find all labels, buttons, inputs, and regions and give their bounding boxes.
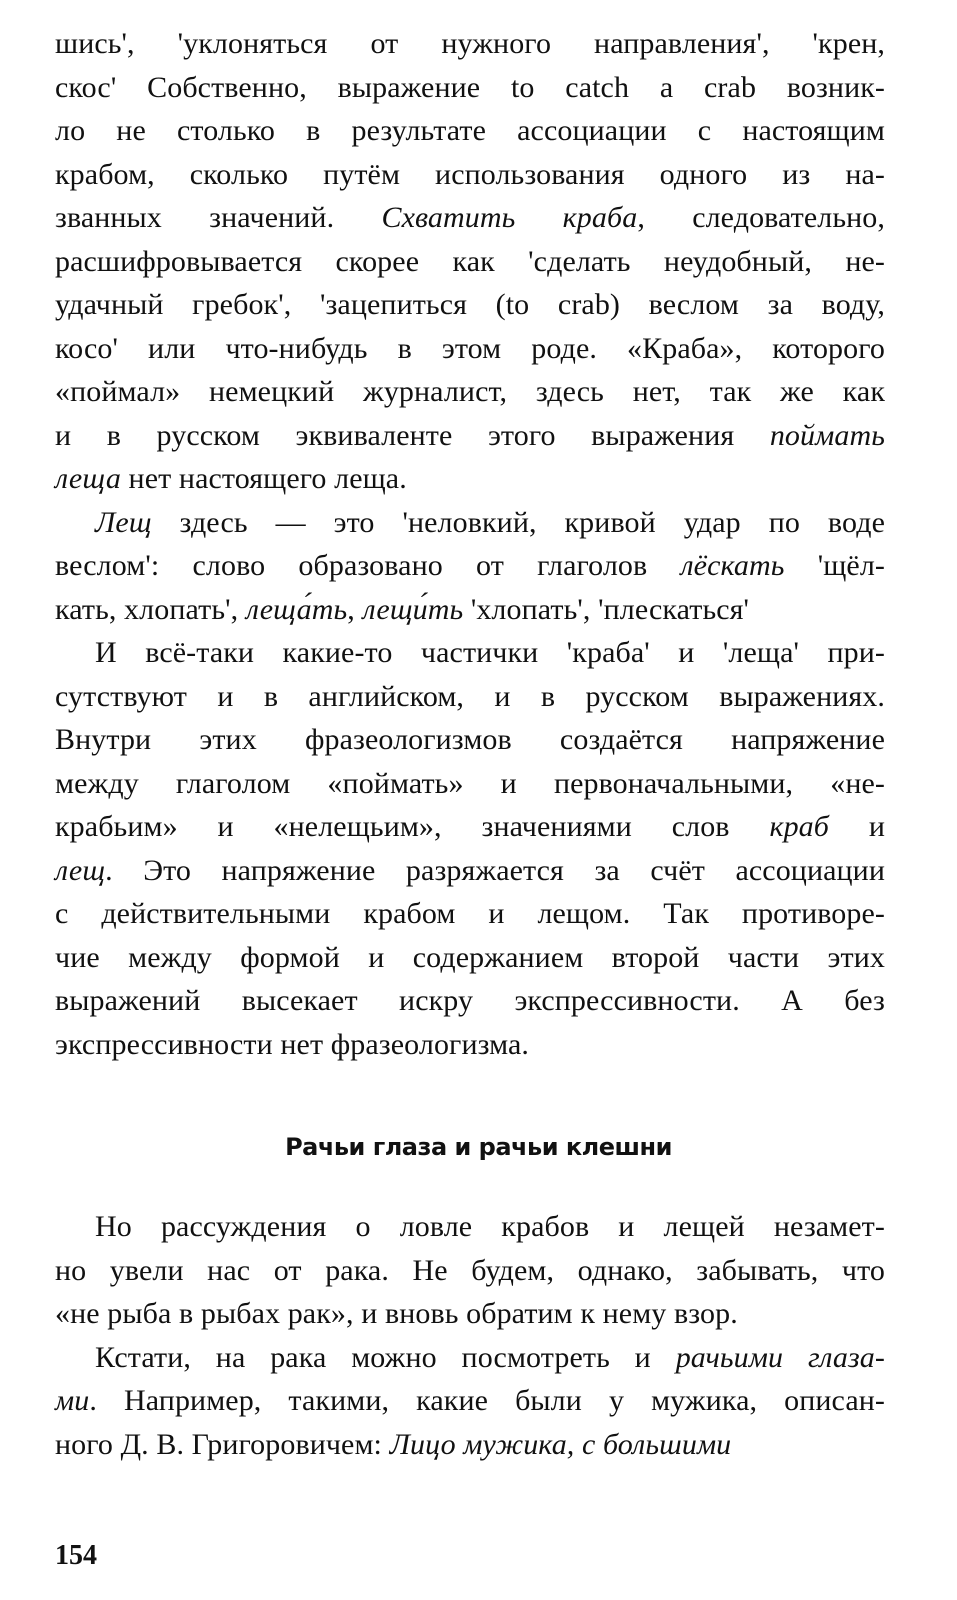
text-span: 'щёл- bbox=[784, 549, 885, 582]
text-line bbox=[55, 414, 885, 458]
text-span: ного Д. В. Григоровичем: bbox=[55, 1427, 390, 1461]
text-span: крабьим» и «нелещьим», значениями слов bbox=[55, 810, 770, 843]
text-span: , следовательно, bbox=[637, 201, 886, 234]
text-span: экспрессивности нет фразеологизма. bbox=[55, 1027, 530, 1061]
bottom-text-block bbox=[55, 1205, 885, 1466]
text-line bbox=[55, 327, 885, 371]
text-line bbox=[55, 501, 885, 545]
text-span: выражений высекает искру экспрессивности. А без bbox=[55, 984, 885, 1017]
text-line bbox=[55, 1023, 885, 1067]
text-span: Но рассуждения о ловле крабов и лещей незамет- bbox=[95, 1210, 885, 1243]
text-line bbox=[55, 22, 885, 66]
italic-term: поймать bbox=[769, 418, 885, 452]
italic-term: рачьими глаза- bbox=[675, 1340, 885, 1374]
paragraph bbox=[55, 1336, 885, 1467]
italic-term: леща bbox=[55, 462, 121, 495]
italic-term: ми bbox=[55, 1384, 90, 1417]
text-line bbox=[55, 718, 885, 762]
page-number: 154 bbox=[55, 1540, 97, 1571]
text-line bbox=[55, 1292, 885, 1336]
paragraph bbox=[55, 1205, 885, 1336]
text-span: между глаголом «поймать» и первоначальными, «не- bbox=[55, 766, 885, 800]
text-line bbox=[55, 153, 885, 197]
text-span: . Это напряжение разряжается за счёт ассоциации bbox=[105, 853, 885, 887]
text-span: нет настоящего леща. bbox=[120, 462, 407, 495]
text-line bbox=[55, 1336, 885, 1380]
italic-term: Схватить краба bbox=[381, 201, 638, 234]
text-span: ло не столько в результате ассоциации с настоящим bbox=[55, 114, 885, 147]
italic-term: Лещ bbox=[95, 505, 152, 539]
text-span: 'хлопать', 'плескаться' bbox=[463, 592, 750, 626]
text-line bbox=[55, 805, 885, 849]
text-span: Внутри этих фразеологизмов создаётся напряжение bbox=[55, 723, 885, 756]
section-heading: Рачьи глаза и рачьи клешни bbox=[285, 1133, 672, 1161]
text-span: И всё-таки какие-то частички 'краба' и 'леща' при- bbox=[95, 636, 885, 669]
text-line bbox=[55, 66, 885, 110]
text-span: скос' Собственно, выражение to catch a crab возник- bbox=[55, 70, 885, 104]
text-line bbox=[55, 588, 885, 632]
text-line bbox=[55, 675, 885, 719]
text-span: с действительными крабом и лещом. Так противоре- bbox=[55, 897, 885, 930]
text-line bbox=[55, 457, 885, 501]
text-span: Кстати, на рака можно посмотреть и bbox=[95, 1340, 676, 1374]
text-line bbox=[55, 849, 885, 893]
text-line bbox=[55, 240, 885, 284]
text-span: званных значений. bbox=[55, 201, 382, 234]
top-text-block bbox=[55, 22, 885, 1066]
text-line bbox=[55, 936, 885, 980]
text-span: крабом, сколько путём использования одного из на- bbox=[55, 157, 885, 191]
italic-term: лёскать bbox=[680, 549, 785, 582]
text-span: удачный гребок', 'зацепиться (to crab) веслом за воду, bbox=[55, 288, 885, 321]
text-span: сутствуют и в английском, и в русском выражениях. bbox=[55, 679, 885, 713]
text-line bbox=[55, 370, 885, 414]
text-span: здесь — это 'неловкий, кривой удар по воде bbox=[151, 505, 885, 539]
text-line bbox=[55, 283, 885, 327]
italic-term: Лицо мужика, с большими bbox=[389, 1427, 732, 1461]
text-span: шись', 'уклоняться от нужного направления', 'крен, bbox=[55, 27, 885, 60]
text-line bbox=[55, 1249, 885, 1293]
text-line bbox=[55, 1379, 885, 1423]
paragraph bbox=[55, 22, 885, 501]
text-line bbox=[55, 631, 885, 675]
text-span: и в русском эквиваленте этого выражения bbox=[55, 418, 770, 452]
text-span: но увели нас от рака. Не будем, однако, забывать, что bbox=[55, 1253, 885, 1287]
paragraph bbox=[55, 631, 885, 1066]
text-line bbox=[55, 762, 885, 806]
italic-term: леща́ть bbox=[245, 592, 348, 626]
text-line bbox=[55, 544, 885, 588]
paragraph bbox=[55, 501, 885, 632]
text-span: кать, хлопать', bbox=[55, 592, 246, 626]
italic-term: краб bbox=[769, 810, 829, 843]
italic-term: лещ bbox=[55, 853, 106, 887]
text-span: косо' или что-нибудь в этом роде. «Краба», которого bbox=[55, 331, 885, 365]
italic-term: лещи́ть bbox=[362, 592, 464, 626]
text-span: «не рыба в рыбах рак», и вновь обратим к нему взор. bbox=[55, 1297, 738, 1330]
text-line bbox=[55, 979, 885, 1023]
text-line bbox=[55, 892, 885, 936]
text-span: . Например, такими, какие были у мужика, описан- bbox=[89, 1384, 885, 1417]
text-span: «поймал» немецкий журналист, здесь нет, так же как bbox=[55, 375, 885, 408]
text-span: веслом': слово образовано от глаголов bbox=[55, 549, 681, 582]
text-span: и bbox=[828, 810, 885, 843]
text-line bbox=[55, 196, 885, 240]
text-span: чие между формой и содержанием второй части этих bbox=[55, 940, 885, 974]
text-line bbox=[55, 109, 885, 153]
text-line bbox=[55, 1423, 885, 1467]
text-span: расшифровывается скорее как 'сделать неудобный, не- bbox=[55, 244, 885, 278]
text-line bbox=[55, 1205, 885, 1249]
text-span: , bbox=[347, 592, 363, 626]
